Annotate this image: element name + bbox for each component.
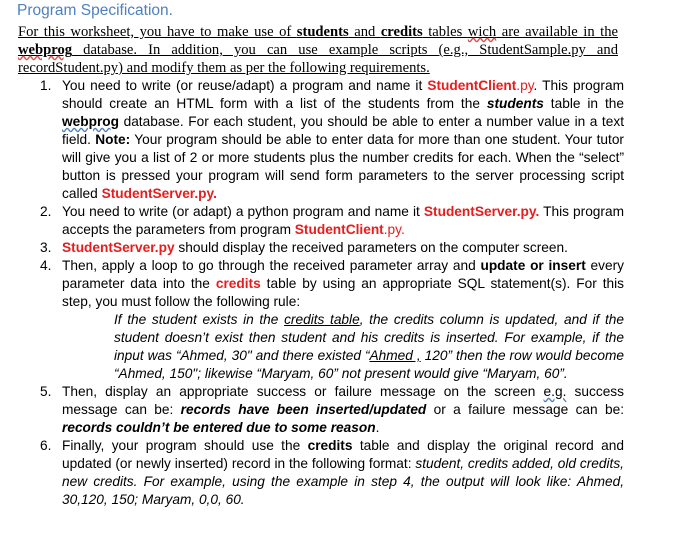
student-client-ext: .py. bbox=[383, 222, 405, 237]
webprog-term: webprog bbox=[62, 114, 120, 129]
rule-text: If the student exists in the bbox=[114, 312, 285, 327]
item-number: 6. bbox=[40, 438, 52, 453]
item-text: table in the bbox=[543, 96, 624, 111]
update-rule-paragraph bbox=[62, 311, 624, 383]
update-insert-term: update or insert bbox=[480, 258, 586, 273]
credits-term: credits bbox=[215, 276, 261, 291]
page-heading: Program Specification. bbox=[17, 2, 173, 19]
item-text: or a failure message can be: bbox=[426, 402, 625, 417]
item-text: table and display the original record and updated (or newly inserted) record in the following format: bbox=[62, 438, 624, 471]
intro-text: database. In addition, you can use example scripts (e.g., StudentSample.py and recordStudent.py) and modify them as per the following requirements. bbox=[18, 42, 618, 76]
output-format-text: student, credits added, old credits, new credits. For example, using the example in step 4, the output will look like: Ahmed, 30,120, 150; Maryam, 0,0, 60. bbox=[62, 456, 624, 507]
intro-credits-term: credits bbox=[380, 24, 423, 40]
requirement-item-6 bbox=[18, 437, 624, 509]
rule-text: 120” then the row would become “Ahmed, 150"; likewise “Maryam, 60” not present would give “Maryam, 60”. bbox=[114, 348, 624, 381]
item-text: Then, display an appropriate success or failure message on the screen bbox=[62, 384, 544, 399]
requirements-list bbox=[18, 77, 670, 509]
requirement-item-4 bbox=[18, 257, 624, 383]
item-text: You need to write (or reuse/adapt) a program and name it bbox=[62, 78, 428, 93]
intro-text: tables bbox=[422, 24, 468, 40]
student-server-name: StudentServer.py. bbox=[101, 186, 217, 201]
students-term: students bbox=[486, 96, 544, 111]
item-text: You need to write (or adapt) a python program and name it bbox=[62, 204, 424, 219]
item-text: This program accepts the parameters from program bbox=[62, 204, 624, 237]
item-text: table by using an appropriate SQL statement(s). For this step, you must follow the following rule: bbox=[62, 276, 624, 309]
item-number: 4. bbox=[40, 258, 52, 273]
student-server-name: StudentServer.py. bbox=[423, 204, 540, 219]
student-client-ext: .py bbox=[516, 78, 534, 93]
student-client-name: StudentClient bbox=[427, 78, 517, 93]
eg-term: e.g. bbox=[543, 384, 567, 399]
item-text: success message can be: bbox=[62, 384, 624, 417]
note-label: Note: bbox=[95, 132, 131, 147]
item-text: database. For each student, you should be able to enter a number value in a text field. bbox=[62, 114, 624, 147]
item-text: every parameter data into the bbox=[62, 258, 625, 291]
item-number: 2. bbox=[40, 204, 52, 219]
requirement-item-5 bbox=[18, 383, 624, 437]
success-message: records have been inserted/updated bbox=[180, 402, 427, 417]
credits-table-term: credits table bbox=[284, 312, 360, 327]
requirement-item-3 bbox=[18, 239, 624, 257]
item-text: Finally, your program should use the bbox=[62, 438, 308, 453]
ahmed-term: Ahmed , bbox=[369, 348, 421, 363]
intro-text: For this worksheet, you have to make use of bbox=[18, 24, 297, 40]
requirement-item-2 bbox=[18, 203, 624, 239]
rule-text: , the credits column is updated, and if the student doesn’t exist then student and his credits is inserted. For example, if the input was “Ahmed, 30" and there existed “ bbox=[114, 312, 624, 363]
intro-text: and bbox=[348, 24, 381, 40]
item-number: 3. bbox=[40, 240, 52, 255]
item-text: . This program should create an HTML form with a list of the students from the bbox=[62, 78, 624, 111]
item-text: . bbox=[375, 420, 380, 435]
item-number: 5. bbox=[40, 384, 52, 399]
item-text: should display the received parameters on the computer screen. bbox=[174, 240, 568, 255]
intro-students-term: students bbox=[296, 24, 349, 40]
credits-term: credits bbox=[307, 438, 353, 453]
intro-webprog-term: webprog bbox=[18, 42, 73, 58]
item-text: Then, apply a loop to go through the received parameter array and bbox=[62, 258, 481, 273]
intro-paragraph bbox=[18, 23, 618, 77]
intro-text: are available in the bbox=[496, 24, 618, 40]
student-client-name: StudentClient bbox=[294, 222, 384, 237]
item-text: Your program should be able to enter data for more than one student. Your tutor will give you a list of 2 or more students plus the number credits for each. When the “select” button is pressed your program will send form parameters to the server processing script called bbox=[62, 132, 624, 201]
failure-message: records couldn’t be entered due to some reason bbox=[62, 420, 376, 435]
student-server-name: StudentServer.py bbox=[62, 240, 175, 255]
item-number: 1. bbox=[40, 78, 52, 93]
requirement-item-1 bbox=[18, 77, 624, 203]
intro-misspelled-word: wich bbox=[467, 24, 497, 40]
